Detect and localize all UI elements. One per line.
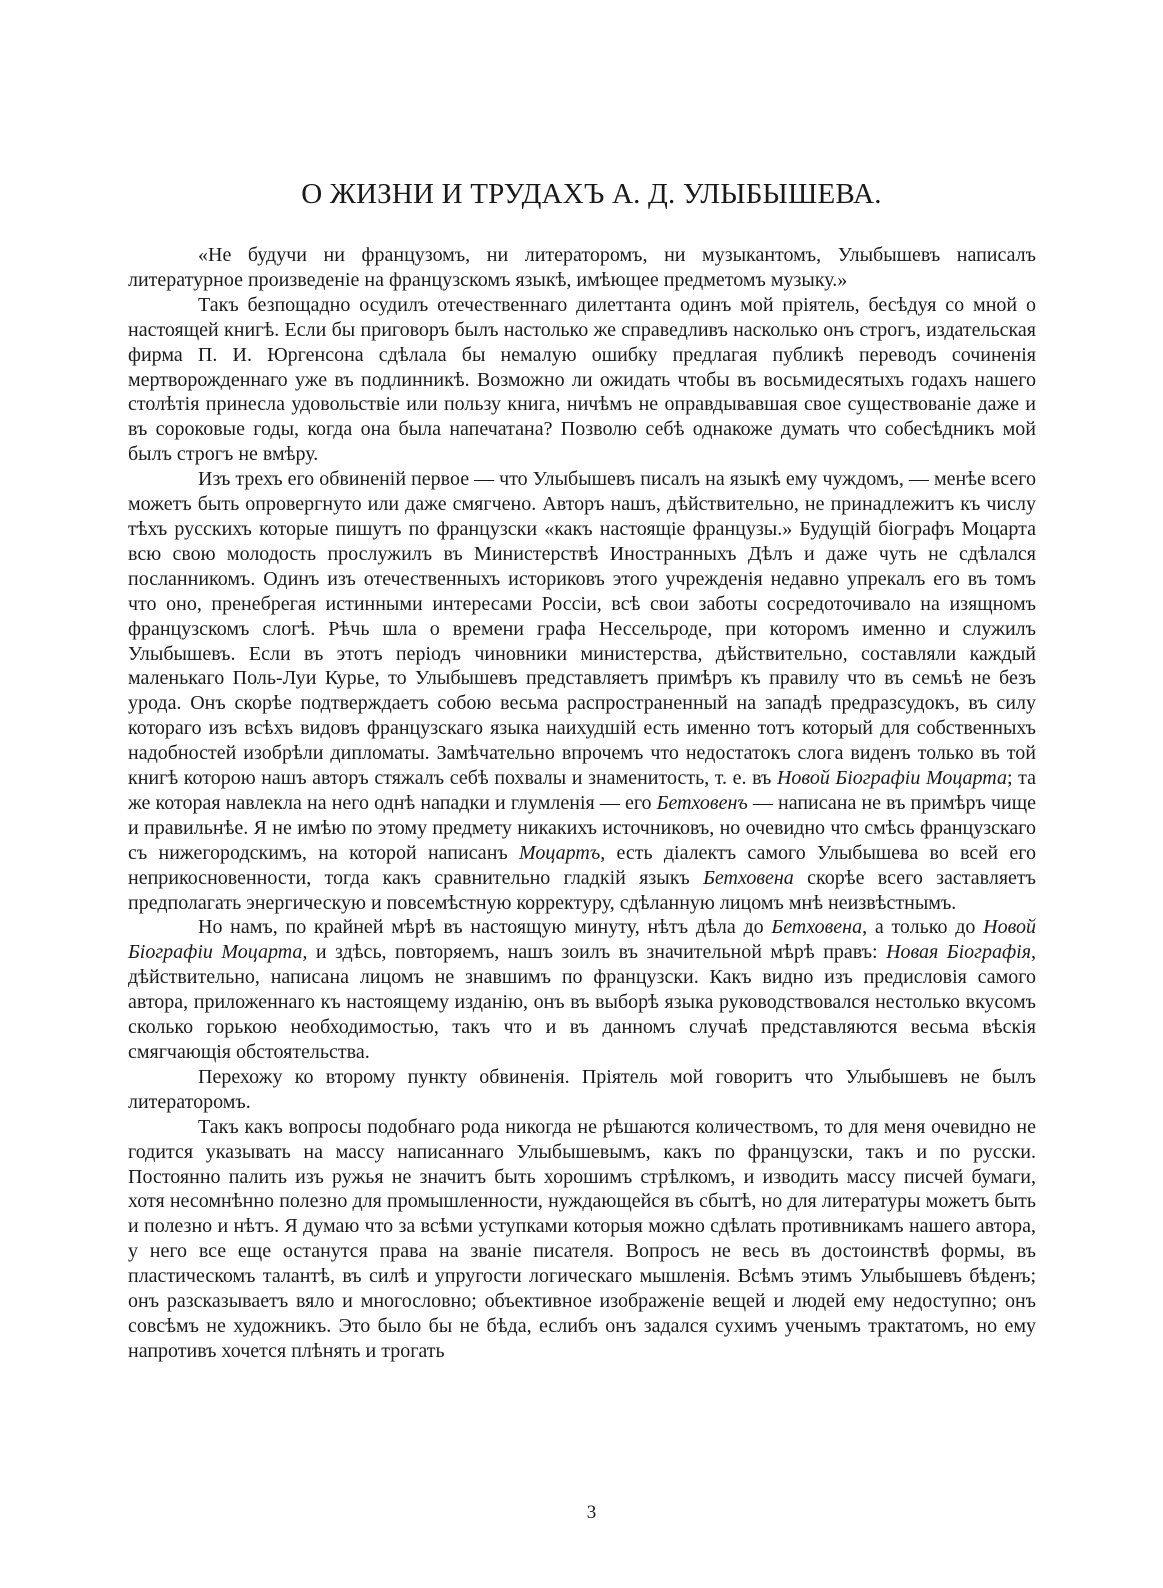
page-title: О ЖИЗНИ И ТРУДАХЪ А. Д. УЛЫБЫШЕВА.	[301, 178, 882, 210]
italic-title: Моцартъ	[519, 841, 601, 864]
italic-title: Новая Біографія	[886, 941, 1031, 964]
paragraph: «Не будучи ни французомъ, ни литераторомъ, ни музыкантомъ, Улыбышевъ написалъ литературное произведеніе на французскомъ языкѣ, имѣющее предметомъ музыку.»	[128, 244, 1036, 291]
paragraph: Такъ безпощадно осудилъ отечественнаго дилеттанта одинъ мой пріятель, бесѣдуя со мной о настоящей книгѣ. Если бы приговоръ былъ настолько же справедливъ насколько онъ строгъ, издательская фирма П. И. Юргенсона сдѣлала бы немалую ошибку предлагая публикѣ переводъ сочиненія мертворожденнаго уже въ подлинникѣ. Возможно ли ожидать чтобы въ восьмидесятыхъ годахъ нашего столѣтія принесла удовольствіе или пользу книга, ничѣмъ не оправдывавшая свое существованіе даже и въ сороковые годы, когда она была напечатана? Позволю себѣ однакоже думать что собесѣдникъ мой былъ строгъ не вмѣру.	[128, 293, 1036, 466]
paragraph: Перехожу ко второму пункту обвиненія. Пріятель мой говоритъ что Улыбышевъ не былъ литераторомъ.	[128, 1065, 1036, 1113]
paragraph: Но намъ, по крайней мѣрѣ въ настоящую минуту, нѣтъ дѣла до Бетховена, а только до Новой Біографіи Моцарта, и здѣсь, повторяемъ, нашъ зоилъ въ значительной мѣрѣ правъ: Новая Біографія, дѣйствительно, написана лицомъ не знавшимъ по французски. Какъ видно изъ предисловія самого автора, приложеннаго къ настоящему изданію, онъ въ выборѣ языка руководствовался нестолько вкусомъ сколько горькою необходимостью, такъ что и въ данномъ случаѣ представляются весьма вѣскія смягчающія обстоятельства.	[128, 916, 1036, 1063]
paragraph: Такъ какъ вопросы подобнаго рода никогда не рѣшаются количествомъ, то для меня очевидно не годится указывать на массу написаннаго Улыбышевымъ, какъ по французски, такъ и по русски. Постоянно палить изъ ружья не значитъ быть хорошимъ стрѣлкомъ, и изводить массу писчей бумаги, хотя несомнѣнно полезно для промышленности, нуждающейся въ сбытѣ, но для литературы можетъ быть и полезно и нѣтъ. Я думаю что за всѣми уступками которыя можно сдѣлать противникамъ нашего автора, у него все еще останутся права на званіе писателя. Вопросъ не весь въ достоинствѣ формы, въ пластическомъ талантѣ, въ силѣ и упругости логическаго мышленія. Всѣмъ этимъ Улыбышевъ бѣденъ; онъ разсказываетъ вяло и многословно; объективное изображеніе вещей и людей ему недоступно; онъ совсѣмъ не художникъ. Это было бы не бѣда, еслибъ онъ задался сухимъ ученымъ трактатомъ, но ему напротивъ хочется плѣнять и трогать	[128, 1115, 1036, 1362]
italic-title: Бетховена	[771, 916, 863, 939]
italic-title: Новой Біографіи Моцарта,	[128, 916, 1036, 964]
body-text	[128, 243, 1036, 1364]
paragraph: Изъ трехъ его обвиненій первое — что Улыбышевъ писалъ на языкѣ ему чуждомъ, — менѣе всего можетъ быть опровергнуто или даже смягчено. Авторъ нашъ, дѣйствительно, не принадлежитъ къ числу тѣхъ русскихъ которые пишутъ по французски «какъ настоящіе французы.» Будущій біографъ Моцарта всю свою молодость прослужилъ въ Министерствѣ Иностранныхъ Дѣлъ и даже чуть не сдѣлался посланникомъ. Одинъ изъ отечественныхъ историковъ этого учрежденія недавно упрекалъ его въ томъ что оно, пренебрегая истинными интересами Россіи, всѣ свои заботы сосредоточивало на изящномъ французскомъ слогѣ. Рѣчь шла о времени графа Нессельроде, при которомъ именно и служилъ Улыбышевъ. Если въ этотъ періодъ чиновники министерства, дѣйствительно, составляли каждый маленькаго Поль-Луи Курье, то Улыбышевъ представляетъ примѣръ къ правилу что въ семьѣ не безъ урода. Онъ скорѣе подтверждаетъ собою весьма распространенный на западѣ предразсудокъ, въ силу котораго изъ всѣхъ видовъ французскаго языка наихудшій есть именно тотъ который для собственныхъ надобностей изобрѣли дипломаты. Замѣчательно впрочемъ что недостатокъ слога виденъ только въ той книгѣ которою нашъ авторъ стяжалъ себѣ похвалы и знаменитость, т. е. въ Новой Біографіи Моцарта; та же которая навлекла на него однѣ нападки и глумленія — его Бетховенъ — написана не въ примѣръ чище и правильнѣе. Я не имѣю по этому предмету никакихъ источниковъ, но очевидно что смѣсь французскаго съ нижегородскимъ, на которой написанъ Моцартъ, есть діалектъ самого Улыбышева во всей его неприкосновенности, тогда какъ сравнительно гладкій языкъ Бетховена скорѣе всего заставляетъ предполагать энергическую и повсемѣстную корректуру, сдѣланную лицомъ мнѣ неизвѣстнымъ.	[128, 468, 1037, 914]
page-number: 3	[586, 1502, 597, 1523]
italic-title: Бетховенъ	[656, 791, 748, 814]
italic-title: Новой Біографіи Моцарта	[776, 767, 1007, 790]
italic-title: Бетховена	[703, 866, 794, 889]
